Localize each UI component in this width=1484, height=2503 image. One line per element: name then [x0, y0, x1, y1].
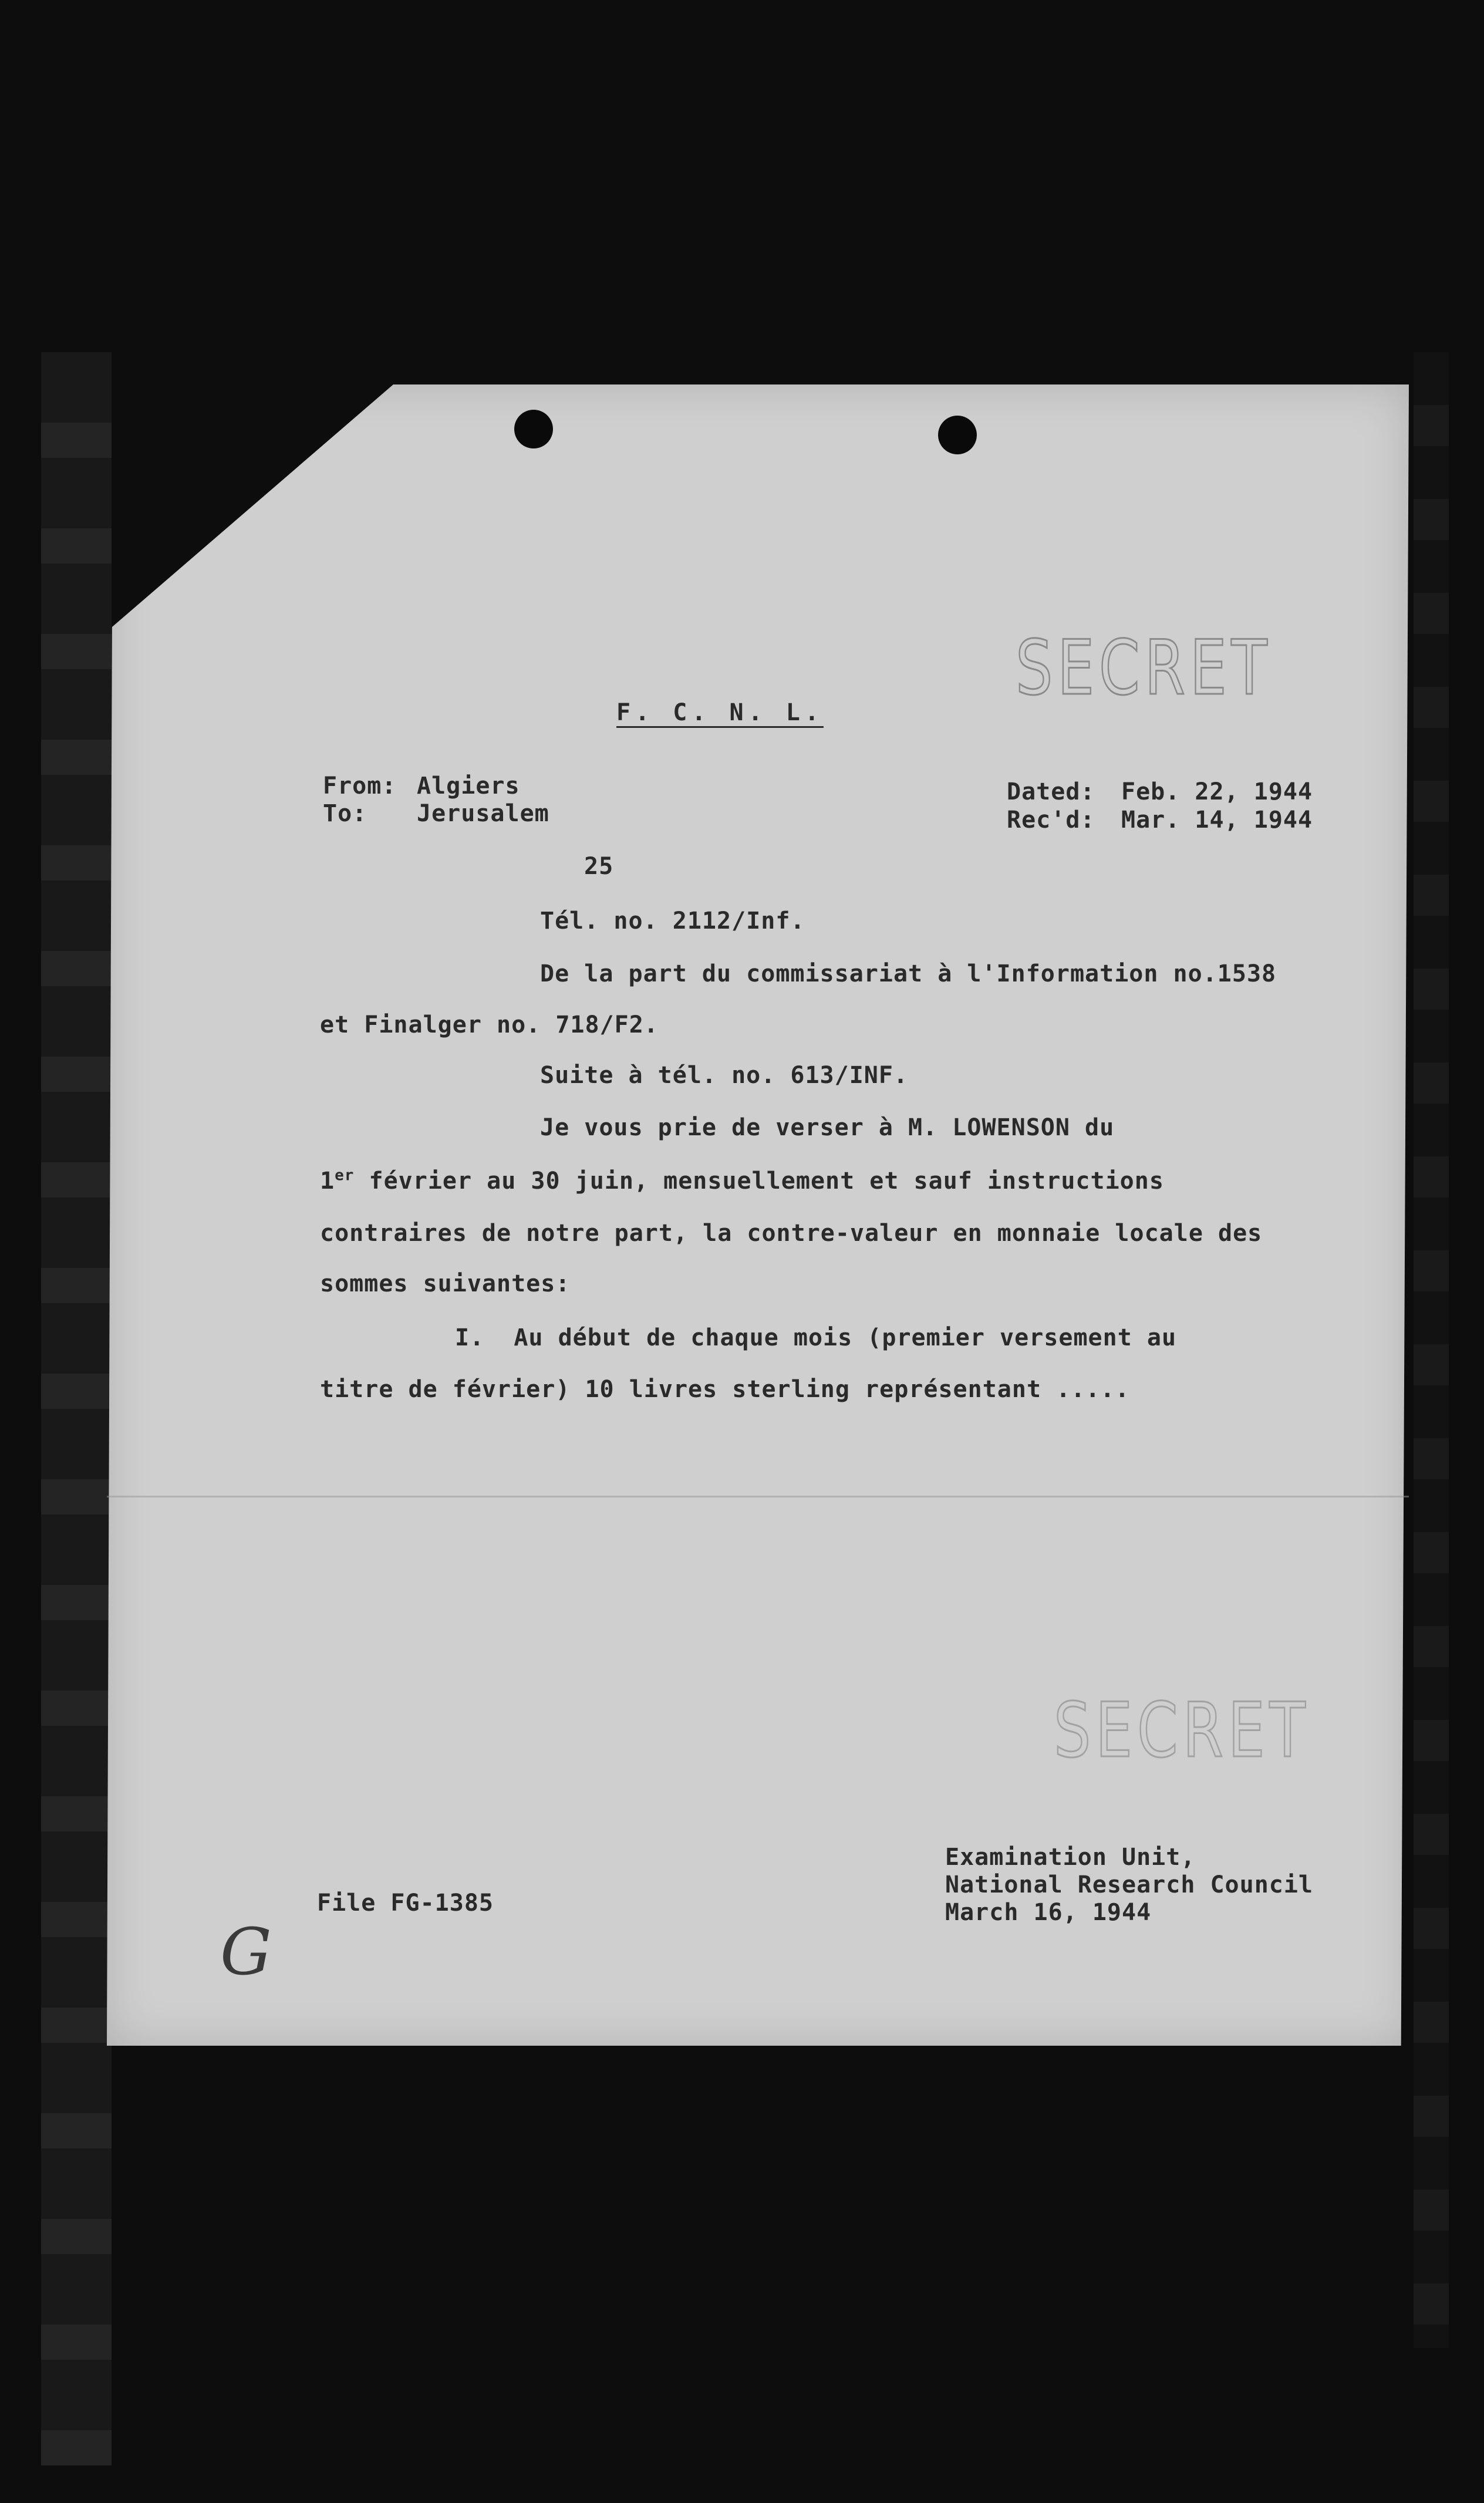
recd-label: Rec'd:	[1007, 807, 1095, 834]
film-edge-strip-right	[1414, 352, 1449, 2348]
examination-unit-line-1: Examination Unit,	[945, 1844, 1196, 1871]
recd-value: Mar. 14, 1944	[1121, 807, 1313, 834]
document-header: F. C. N. L.	[616, 699, 824, 726]
to-value: Jerusalem	[417, 800, 549, 827]
body-line-3: Suite à tél. no. 613/INF.	[540, 1062, 909, 1089]
file-reference: File FG-1385	[317, 1890, 494, 1917]
examination-unit-line-3: March 16, 1944	[945, 1899, 1152, 1926]
body-line-5-rest: février au 30 juin, mensuellement et sauf instructions	[354, 1168, 1164, 1195]
handwritten-mark: G	[220, 1914, 272, 1989]
body-line-5-sup: er	[335, 1166, 355, 1185]
film-edge-strip	[41, 352, 112, 2465]
body-line-9: titre de février) 10 livres sterling représentant .....	[320, 1376, 1130, 1403]
from-value: Algiers	[417, 773, 520, 800]
body-line-8: I. Au début de chaque mois (premier versement au	[455, 1324, 1177, 1351]
body-line-4: Je vous prie de verser à M. LOWENSON du	[540, 1114, 1115, 1141]
body-line-1: De la part du commissariat à l'Information no.1538	[540, 960, 1277, 987]
punch-hole-right	[938, 416, 977, 454]
secret-stamp-bottom: SECRET	[1054, 1687, 1310, 1775]
message-number: 25	[584, 853, 614, 880]
from-label: From:	[323, 773, 397, 800]
examination-unit-line-2: National Research Council	[945, 1871, 1314, 1898]
dated-label: Dated:	[1007, 778, 1095, 805]
body-line-5	[320, 1167, 1164, 1195]
telegram-number: Tél. no. 2112/Inf.	[540, 908, 805, 935]
body-line-6: contraires de notre part, la contre-valeur en monnaie locale des	[320, 1220, 1263, 1247]
body-line-7: sommes suivantes:	[320, 1270, 571, 1297]
body-line-5-prefix: 1	[320, 1168, 335, 1195]
punch-hole-left	[514, 410, 553, 448]
fold-line	[107, 1496, 1409, 1497]
body-line-2: et Finalger no. 718/F2.	[320, 1011, 659, 1038]
dated-value: Feb. 22, 1944	[1121, 778, 1313, 805]
to-label: To:	[323, 800, 367, 827]
secret-stamp-top: SECRET	[1016, 625, 1272, 712]
